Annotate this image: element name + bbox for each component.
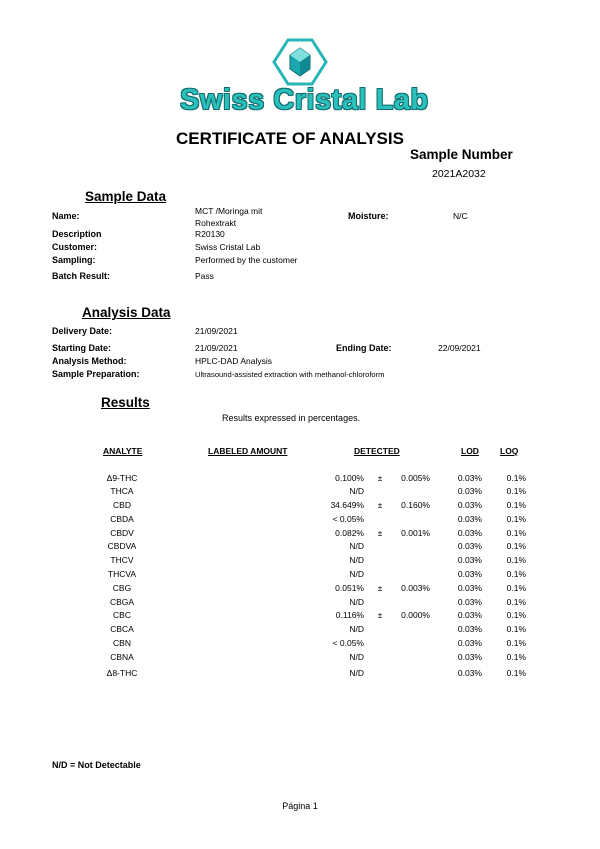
cell-loq: 0.1%	[506, 597, 526, 607]
cell-analyte: CBCA	[110, 624, 134, 634]
cell-detected: 0.051%	[335, 583, 364, 593]
cell-detected: N/D	[349, 486, 364, 496]
col-labeled-amount: LABELED AMOUNT	[208, 446, 288, 456]
cell-analyte: CBGA	[109, 597, 135, 607]
sample-preparation-label: Sample Preparation:	[52, 369, 140, 379]
cell-analyte: CBDA	[110, 514, 134, 524]
cell-detected: < 0.05%	[332, 514, 364, 524]
cell-analyte: THCA	[110, 486, 134, 496]
col-lod: LOD	[461, 446, 479, 456]
cell-analyte: CBN	[113, 638, 131, 648]
starting-date-label: Starting Date:	[52, 343, 112, 353]
cell-loq: 0.1%	[506, 652, 526, 662]
results-note: Results expressed in percentages.	[222, 413, 361, 423]
ending-date-label: Ending Date:	[336, 343, 392, 353]
sampling-label: Sampling:	[52, 255, 96, 265]
cell-lod: 0.03%	[457, 583, 482, 593]
cell-lod: 0.03%	[457, 555, 482, 565]
batch-result-label: Batch Result:	[52, 271, 111, 281]
analysis-method-label: Analysis Method:	[52, 356, 127, 366]
cell-analyte: THCV	[110, 555, 134, 565]
cell-loq: 0.1%	[506, 514, 526, 524]
cell-lod: 0.03%	[457, 638, 482, 648]
sample-number-value: 2021A2032	[432, 168, 486, 180]
cell-analyte: CBC	[113, 610, 131, 620]
sample-data-heading: Sample Data	[85, 189, 167, 204]
results-heading: Results	[101, 395, 150, 410]
customer-value: Swiss Cristal Lab	[195, 242, 261, 252]
cell-uncertainty: 0.003%	[401, 583, 430, 593]
cell-detected: N/D	[349, 569, 364, 579]
cell-analyte: CBDV	[110, 528, 134, 538]
cell-loq: 0.1%	[506, 486, 526, 496]
cell-analyte: Δ8-THC	[106, 668, 138, 678]
cell-plus-minus: ±	[377, 528, 383, 538]
cell-analyte: Δ9-THC	[106, 473, 138, 483]
cell-loq: 0.1%	[506, 541, 526, 551]
page-title: CERTIFICATE OF ANALYSIS	[176, 129, 404, 148]
cell-analyte: CBDVA	[107, 541, 137, 551]
cell-plus-minus: ±	[377, 500, 383, 510]
cell-lod: 0.03%	[457, 528, 482, 538]
cell-detected: N/D	[349, 624, 364, 634]
cell-detected: 0.100%	[335, 473, 364, 483]
cell-loq: 0.1%	[506, 569, 526, 579]
cell-plus-minus: ±	[377, 610, 383, 620]
cell-lod: 0.03%	[457, 486, 482, 496]
moisture-value: N/C	[453, 211, 468, 221]
sample-number-label: Sample Number	[410, 147, 513, 162]
delivery-date-label: Delivery Date:	[52, 326, 113, 336]
cell-loq: 0.1%	[506, 500, 526, 510]
cell-lod: 0.03%	[457, 473, 482, 483]
cell-detected: N/D	[349, 597, 364, 607]
cell-lod: 0.03%	[457, 652, 482, 662]
cell-lod: 0.03%	[457, 514, 482, 524]
sample-preparation-value: Ultrasound-assisted extraction with methanol-chloroform	[195, 370, 385, 379]
cell-analyte: CBG	[112, 583, 132, 593]
name-label: Name:	[52, 211, 80, 221]
ending-date-value: 22/09/2021	[438, 343, 481, 353]
name-value-line1: MCT /Moringa mit	[195, 206, 263, 216]
cell-uncertainty: 0.005%	[401, 473, 430, 483]
description-value: R20130	[195, 229, 225, 239]
cell-lod: 0.03%	[457, 569, 482, 579]
customer-label: Customer:	[52, 242, 98, 252]
description-label: Description	[52, 229, 102, 239]
cell-loq: 0.1%	[506, 610, 526, 620]
cell-analyte: CBD	[113, 500, 131, 510]
cell-loq: 0.1%	[506, 638, 526, 648]
cell-loq: 0.1%	[506, 555, 526, 565]
cell-lod: 0.03%	[457, 500, 482, 510]
cell-loq: 0.1%	[506, 668, 526, 678]
cell-detected: 0.082%	[335, 528, 364, 538]
name-value-line2: Rohextrakt	[195, 218, 237, 228]
col-detected: DETECTED	[354, 446, 400, 456]
cell-detected: N/D	[349, 541, 364, 551]
cell-lod: 0.03%	[457, 624, 482, 634]
delivery-date-value: 21/09/2021	[195, 326, 238, 336]
cell-detected: N/D	[349, 652, 364, 662]
cell-lod: 0.03%	[457, 541, 482, 551]
nd-legend: N/D = Not Detectable	[52, 760, 141, 770]
cell-plus-minus: ±	[377, 583, 383, 593]
cell-loq: 0.1%	[506, 583, 526, 593]
analysis-method-value: HPLC-DAD Analysis	[195, 356, 272, 366]
cell-loq: 0.1%	[506, 624, 526, 634]
logo-hexagon-icon	[272, 38, 328, 86]
cell-detected: 0.116%	[335, 610, 364, 620]
cell-plus-minus: ±	[377, 473, 383, 483]
col-analyte: ANALYTE	[103, 446, 143, 456]
cell-uncertainty: 0.000%	[401, 610, 430, 620]
cell-lod: 0.03%	[457, 668, 482, 678]
moisture-label: Moisture:	[348, 211, 389, 221]
sampling-value: Performed by the customer	[195, 255, 298, 265]
brand-logo-wordmark: Swiss Cristal Lab	[180, 84, 429, 116]
cell-analyte: THCVA	[107, 569, 137, 579]
cell-analyte: CBNA	[110, 652, 134, 662]
cell-loq: 0.1%	[506, 528, 526, 538]
starting-date-value: 21/09/2021	[195, 343, 238, 353]
cell-uncertainty: 0.001%	[401, 528, 430, 538]
page-number: Página 1	[282, 801, 318, 811]
cell-lod: 0.03%	[457, 597, 482, 607]
cell-detected: < 0.05%	[332, 638, 364, 648]
cell-lod: 0.03%	[457, 610, 482, 620]
cell-loq: 0.1%	[506, 473, 526, 483]
batch-result-value: Pass	[195, 271, 214, 281]
cell-detected: 34.649%	[330, 500, 364, 510]
cell-detected: N/D	[349, 555, 364, 565]
cell-uncertainty: 0.160%	[401, 500, 430, 510]
col-loq: LOQ	[500, 446, 519, 456]
cell-detected: N/D	[349, 668, 364, 678]
analysis-data-heading: Analysis Data	[82, 305, 171, 320]
